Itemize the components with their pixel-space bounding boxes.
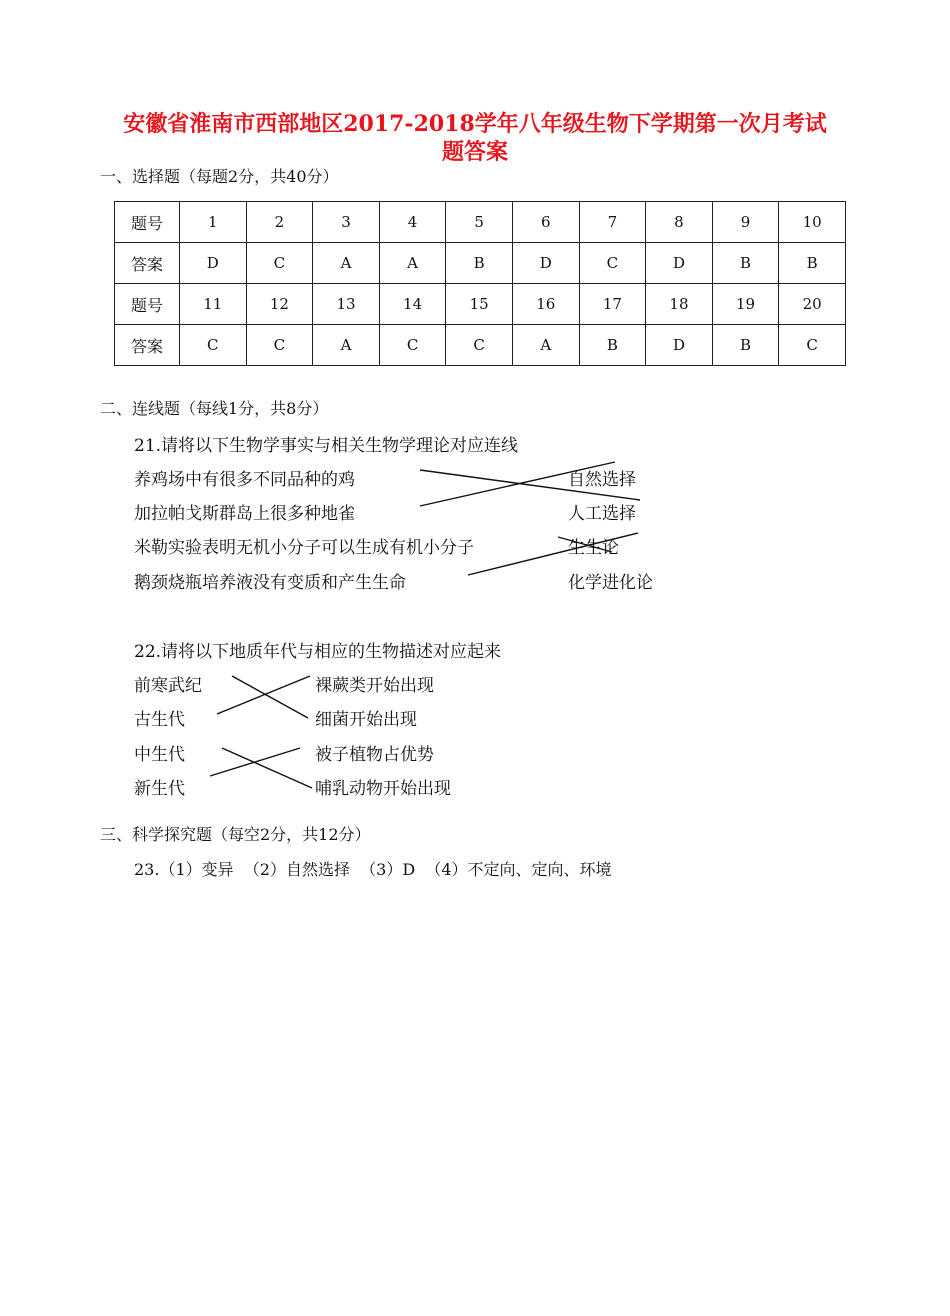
table-cell: 4 <box>379 202 446 243</box>
table-cell: 7 <box>579 202 646 243</box>
table-cell: B <box>779 243 846 284</box>
table-cell: 6 <box>512 202 579 243</box>
table-cell: B <box>446 243 513 284</box>
table-cell: C <box>779 325 846 366</box>
q22-left-item: 前寒武纪 <box>134 676 202 696</box>
table-cell: C <box>446 325 513 366</box>
table-cell: D <box>646 243 713 284</box>
q22-match-line <box>217 676 310 714</box>
table-cell: 1 <box>180 202 247 243</box>
q22-right-item: 裸蕨类开始出现 <box>315 676 434 696</box>
q22-match-line <box>210 748 300 776</box>
q21-match-line <box>468 533 638 575</box>
table-cell: D <box>180 243 247 284</box>
page-title-continued: 题答案 <box>441 139 508 165</box>
q21-right-item: 化学进化论 <box>568 573 653 593</box>
table-cell: C <box>246 325 313 366</box>
table-cell: 11 <box>180 284 247 325</box>
table-cell: 10 <box>779 202 846 243</box>
table-cell: 9 <box>712 202 779 243</box>
q21-match-line <box>558 537 612 552</box>
q21-left-item: 加拉帕戈斯群岛上很多种地雀 <box>134 504 355 524</box>
q21-left-item: 鹅颈烧瓶培养液没有变质和产生生命 <box>134 573 406 593</box>
q22-left-item: 新生代 <box>134 779 185 799</box>
section2-heading: 二、连线题（每线1分，共8分） <box>100 399 329 418</box>
table-cell: C <box>379 325 446 366</box>
table-cell: B <box>712 325 779 366</box>
q21-left-item: 养鸡场中有很多不同品种的鸡 <box>134 470 355 490</box>
q22-prompt: 22.请将以下地质年代与相应的生物描述对应起来 <box>134 642 502 662</box>
page-title: 安徽省淮南市西部地区2017-2018学年八年级生物下学期第一次月考试 <box>123 111 827 137</box>
row-label: 答案 <box>115 325 180 366</box>
table-cell: A <box>512 325 579 366</box>
table-cell: C <box>180 325 247 366</box>
table-cell: C <box>579 243 646 284</box>
q22-right-item: 细菌开始出现 <box>315 710 417 730</box>
q22-right-item: 哺乳动物开始出现 <box>315 779 451 799</box>
table-cell: 8 <box>646 202 713 243</box>
q21-right-item: 人工选择 <box>568 504 636 524</box>
table-cell: 3 <box>313 202 380 243</box>
table-cell: 20 <box>779 284 846 325</box>
q22-left-item: 古生代 <box>134 710 185 730</box>
q22-left-item: 中生代 <box>134 745 185 765</box>
q21-match-line <box>420 470 640 500</box>
table-cell: 19 <box>712 284 779 325</box>
table-cell: 15 <box>446 284 513 325</box>
table-cell: A <box>379 243 446 284</box>
table-cell: B <box>712 243 779 284</box>
table-cell: 17 <box>579 284 646 325</box>
table-cell: 12 <box>246 284 313 325</box>
q22-right-item: 被子植物占优势 <box>315 745 434 765</box>
table-cell: B <box>579 325 646 366</box>
table-cell: 14 <box>379 284 446 325</box>
row-label: 题号 <box>115 284 180 325</box>
table-cell: 5 <box>446 202 513 243</box>
q21-left-item: 米勒实验表明无机小分子可以生成有机小分子 <box>134 538 474 558</box>
table-cell: 18 <box>646 284 713 325</box>
table-cell: 16 <box>512 284 579 325</box>
table-cell: D <box>646 325 713 366</box>
table-cell: 2 <box>246 202 313 243</box>
q22-match-line <box>232 676 308 718</box>
q21-right-item: 生生论 <box>568 538 619 558</box>
table-cell: A <box>313 325 380 366</box>
row-label: 答案 <box>115 243 180 284</box>
q21-right-item: 自然选择 <box>568 470 636 490</box>
q21-prompt: 21.请将以下生物学事实与相关生物学理论对应连线 <box>134 436 519 456</box>
table-cell: A <box>313 243 380 284</box>
row-label: 题号 <box>115 202 180 243</box>
table-cell: 13 <box>313 284 380 325</box>
q23-answer: 23.（1）变异 （2）自然选择 （3）D （4）不定向、定向、环境 <box>134 860 612 879</box>
q21-match-line <box>420 462 615 506</box>
table-cell: D <box>512 243 579 284</box>
section3-heading: 三、科学探究题（每空2分，共12分） <box>100 825 371 844</box>
table-cell: C <box>246 243 313 284</box>
section1-heading: 一、选择题（每题2分，共40分） <box>100 167 339 186</box>
